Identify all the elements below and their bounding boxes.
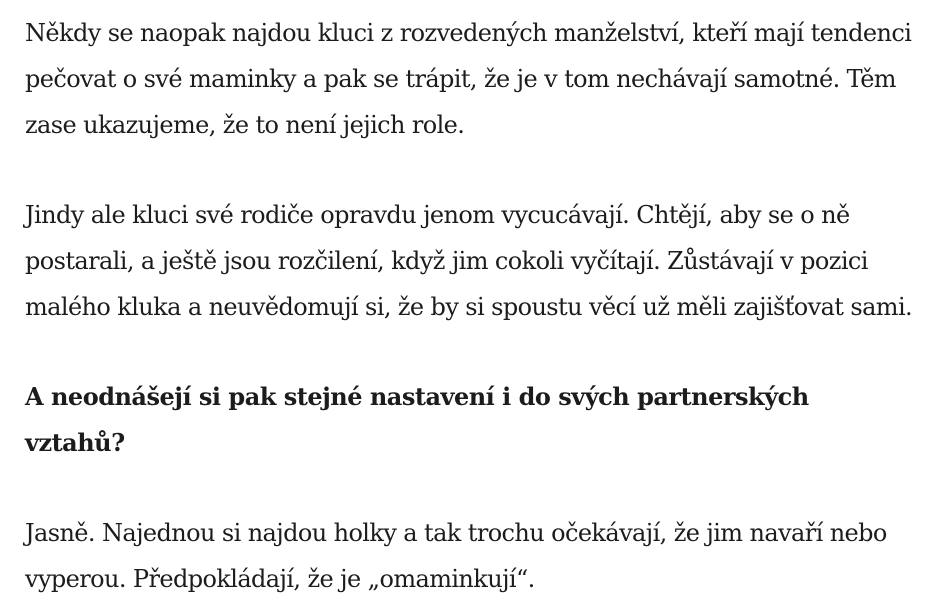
article-paragraph-2: Jindy ale kluci své rodiče opravdu jenom vycucávají. Chtějí, aby se o ně postarali, a ještě jsou rozčilení, když jim cokoli vyčítají. Zůstávají v pozici malého kluka a neuvědomují si, že by si spoustu věcí už měli zajišťovat sami. — [25, 201, 913, 321]
article-paragraph-1: Někdy se naopak najdou kluci z rozvedených manželství, kteří mají tendenci pečovat o své maminky a pak se trápit, že je v tom nechávají samotné. Těm zase ukazujeme, že to není jejich role. — [25, 19, 912, 139]
interview-answer: Jasně. Najednou si najdou holky a tak trochu očekávají, že jim navaří nebo vyperou. Předpokládají, že je „omaminkují“. — [25, 519, 887, 593]
article-body — [25, 10, 915, 602]
interview-question: A neodnášejí si pak stejné nastavení i do svých partnerských vztahů? — [25, 382, 809, 457]
